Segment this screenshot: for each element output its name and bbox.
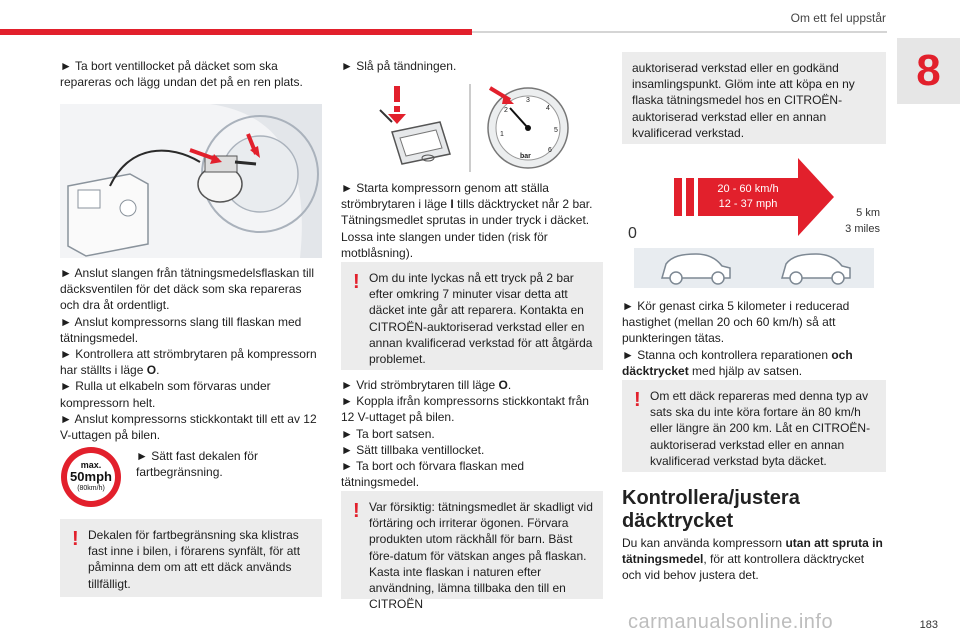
col1-intro — [60, 58, 322, 90]
sticker-speed: 50mph — [70, 469, 112, 484]
speed-distance-illustration — [622, 156, 886, 290]
speed-mph: 12 - 37 mph — [718, 198, 778, 210]
sticker-kmh: (80km/h) — [77, 485, 105, 492]
step-remove-cap: ► Ta bort ventillocket på däcket som ska repareras och lägg undan det på en ren plats. — [60, 59, 303, 90]
step-refit-cap: ► Sätt tillbaka ventillocket. — [341, 442, 485, 457]
ignition-gauge-illustration — [370, 82, 580, 174]
warning-pressure-text: Om du inte lyckas nå ett tryck på 2 bar efter omkring 7 minuter visar detta att däcket inte går att reparera. Kontakta en CITROËN-auktoriserad verkstad eller en annan kvalificerad verkstad för att åtgärda problemet. — [369, 271, 593, 367]
distance-start: 0 — [628, 225, 637, 242]
warning-icon: ! — [353, 500, 360, 522]
warning-speed-limit-text: Om ett däck repareras med denna typ av sats ska du inte köra fortare än 80 km/h eller längre än 200 km. Låt en CITROËN-auktoriserad verkstad eller en annan kvalificerad verkstad byta däcket. — [650, 389, 871, 468]
gauge-unit: bar — [520, 153, 531, 160]
gauge-label-5: 5 — [554, 127, 558, 134]
watermark: carmanualsonline.info — [628, 611, 834, 633]
step-connect-hose: ► Anslut slangen från tätningsmedelsflaskan till däcksventilen för det däck som ska repareras och dra åt ordentligt. — [60, 266, 315, 313]
step-store-bottle: ► Ta bort och förvara flaskan med tätningsmedel. — [341, 459, 525, 490]
chapter-number: 8 — [897, 38, 960, 104]
step-connect-compressor: ► Anslut kompressorns slang till flaskan med tätningsmedel. — [60, 314, 302, 345]
warning-sealant-text: Var försiktig: tätningsmedlet är skadligt vid förtäring och irriterar ögonen. Förvara produkten utom räckhåll för barn. Bäst före-datum för vätskan anges på flaskan. Kasta inte flaskan i naturen efter användning, lämna tillbaka den till en CITROËN — [369, 500, 593, 612]
warning-icon: ! — [72, 528, 79, 550]
distance-km: 5 km — [856, 207, 880, 219]
col1-steps — [60, 265, 322, 443]
warning-pressure — [341, 262, 603, 370]
step-stop-check: ► Stanna och kontrollera reparationen och däcktrycket med hjälp av satsen. — [622, 347, 853, 378]
speed-kmh: 20 - 60 km/h — [717, 183, 779, 195]
step-unplug: ► Koppla ifrån kompressorns stickkontakt från 12 V-uttaget på bilen. — [341, 394, 589, 425]
warning-icon: ! — [634, 389, 641, 411]
gauge-label-2: 2 — [504, 107, 508, 114]
step-start-compressor: ► Starta kompressorn genom att ställa strömbrytaren i läge I tills däcktrycket når 2 bar. Tätningsmedlet sprutas in under tryck i däcket. Lossa inte slangen under tiden (risk för motblåsning). — [341, 181, 593, 260]
step-plug-in: ► Anslut kompressorns stickkontakt till ett av 12 V-uttagen på bilen. — [60, 411, 317, 443]
section-heading: Kontrollera/justera däcktrycket — [622, 487, 800, 532]
compressor-illustration — [60, 104, 322, 258]
gauge-label-6: 6 — [548, 147, 552, 154]
step-drive: ► Kör genast cirka 5 kilometer i reducerad hastighet (mellan 20 och 60 km/h) så att punkteringen tätas. — [622, 299, 850, 346]
header-grey-bar — [472, 31, 887, 33]
section-text: Du kan använda kompressorn utan att spruta in tätningsmedel, för att kontrollera däcktrycket och vid behov justera det. — [622, 536, 883, 583]
gauge-label-4: 4 — [546, 105, 550, 112]
step-unroll-cable: ► Rulla ut elkabeln som förvaras under kompressorn helt. — [60, 379, 271, 410]
col2-steps — [341, 377, 603, 490]
sticker-max: max. — [80, 460, 102, 470]
step-remove-kit: ► Ta bort satsen. — [341, 426, 435, 441]
info-continued: auktoriserad verkstad eller en godkänd insamlingspunkt. Glöm inte att köpa en ny flaska tätningsmedel hos en CITROËN-auktoriserad verkstad eller en annan kvalificerad verkstad. — [622, 52, 886, 144]
gauge-label-3: 3 — [526, 97, 530, 104]
page-number: 183 — [919, 619, 938, 631]
gauge-label-1: 1 — [500, 131, 504, 138]
step-sticker: ► Sätt fast dekalen för fartbegränsning. — [136, 449, 258, 480]
step-ignition: ► Slå på tändningen. — [341, 59, 457, 73]
warning-speed-limit — [622, 380, 886, 472]
speed-sticker-icon — [60, 446, 122, 508]
distance-miles: 3 miles — [845, 223, 880, 235]
warning-sticker-text: Dekalen för fartbegränsning ska klistras fast inne i bilen, i förarens synfält, för att påminna dem om att ett däck används tillfälligt. — [88, 528, 301, 591]
step-check-switch: ► Kontrollera att strömbrytaren på kompressorn har ställts i läge O. — [60, 347, 317, 378]
chapter-title: Om ett fel uppstår — [790, 11, 886, 25]
warning-icon: ! — [353, 271, 360, 293]
col3-drive-steps — [622, 298, 886, 379]
warning-sealant — [341, 491, 603, 612]
step-turn-switch: ► Vrid strömbrytaren till läge O. — [341, 378, 512, 392]
warning-sticker — [60, 519, 322, 597]
header-red-bar — [0, 29, 472, 35]
